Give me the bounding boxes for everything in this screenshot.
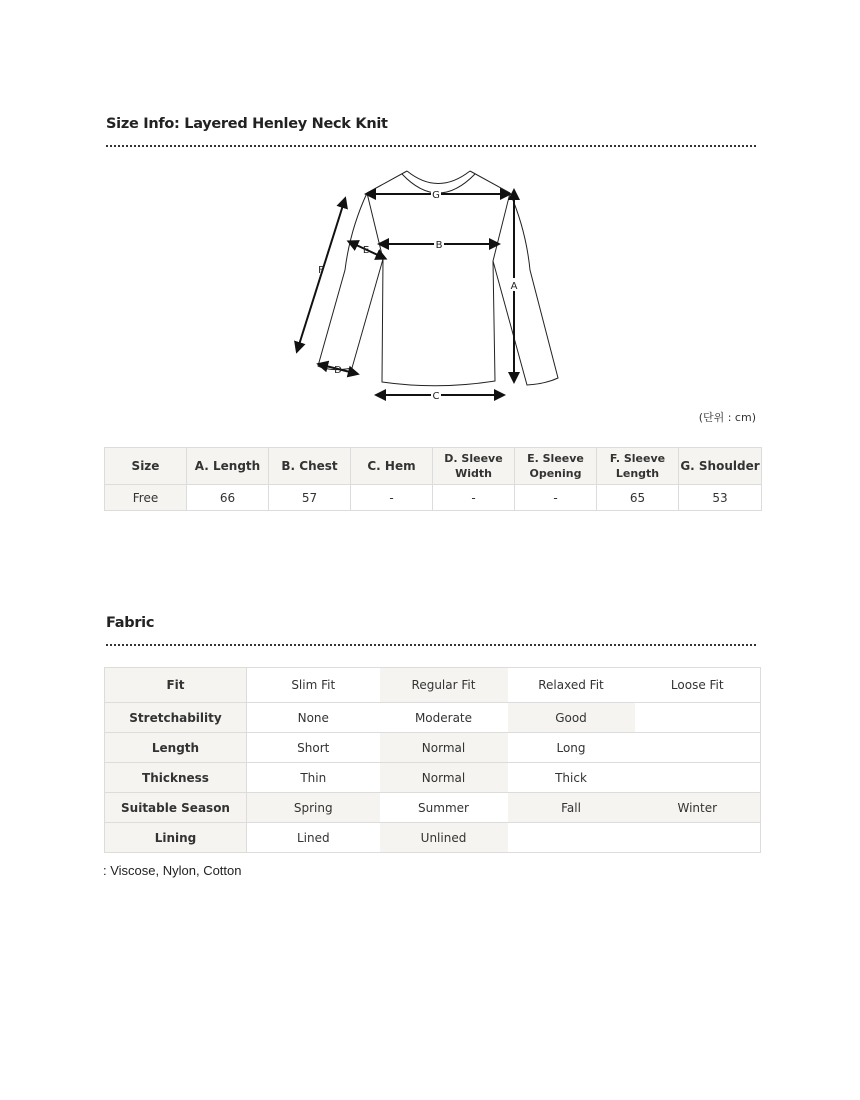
size-table-header bbox=[105, 448, 762, 485]
cell-sleeve-opening: - bbox=[515, 485, 597, 511]
label-e: E bbox=[362, 245, 370, 256]
header-size: Size bbox=[105, 448, 187, 485]
option-empty bbox=[635, 703, 761, 733]
option-summer: Summer bbox=[380, 793, 508, 823]
option-winter: Winter bbox=[635, 793, 761, 823]
option-relaxed-fit: Relaxed Fit bbox=[508, 668, 635, 703]
option-empty bbox=[635, 733, 761, 763]
label-d: D bbox=[334, 365, 342, 376]
option-empty bbox=[508, 823, 635, 853]
size-table bbox=[104, 447, 762, 511]
fabric-label-lining: Lining bbox=[105, 823, 247, 853]
fabric-row-fit bbox=[105, 668, 761, 703]
fabric-label-stretchability: Stretchability bbox=[105, 703, 247, 733]
label-g: G bbox=[432, 190, 440, 201]
cell-chest: 57 bbox=[269, 485, 351, 511]
fabric-label-thickness: Thickness bbox=[105, 763, 247, 793]
cell-length: 66 bbox=[187, 485, 269, 511]
cell-size: Free bbox=[105, 485, 187, 511]
size-info-divider bbox=[106, 145, 756, 147]
header-length: A. Length bbox=[187, 448, 269, 485]
materials-text: : Viscose, Nylon, Cotton bbox=[103, 863, 242, 878]
option-spring: Spring bbox=[247, 793, 380, 823]
label-a: A bbox=[510, 281, 518, 292]
option-empty bbox=[635, 763, 761, 793]
header-sleeve-length: F. Sleeve Length bbox=[597, 448, 679, 485]
cell-shoulder: 53 bbox=[679, 485, 762, 511]
option-short: Short bbox=[247, 733, 380, 763]
size-info-title: Size Info: Layered Henley Neck Knit bbox=[106, 116, 388, 132]
fabric-row-thickness bbox=[105, 763, 761, 793]
garment-diagram bbox=[290, 160, 570, 410]
option-good: Good bbox=[508, 703, 635, 733]
label-b: B bbox=[435, 240, 443, 251]
header-shoulder: G. Shoulder bbox=[679, 448, 762, 485]
label-f: F bbox=[318, 265, 324, 276]
option-thin: Thin bbox=[247, 763, 380, 793]
cell-hem: - bbox=[351, 485, 433, 511]
fabric-label-length: Length bbox=[105, 733, 247, 763]
option-moderate: Moderate bbox=[380, 703, 508, 733]
header-chest: B. Chest bbox=[269, 448, 351, 485]
fabric-table bbox=[104, 667, 761, 853]
fabric-divider bbox=[106, 644, 756, 646]
option-normal-length: Normal bbox=[380, 733, 508, 763]
option-empty bbox=[635, 823, 761, 853]
option-slim-fit: Slim Fit bbox=[247, 668, 380, 703]
option-unlined: Unlined bbox=[380, 823, 508, 853]
option-regular-fit: Regular Fit bbox=[380, 668, 508, 703]
option-long: Long bbox=[508, 733, 635, 763]
unit-note: (단위 : cm) bbox=[698, 411, 756, 424]
option-fall: Fall bbox=[508, 793, 635, 823]
option-normal-thickness: Normal bbox=[380, 763, 508, 793]
table-row bbox=[105, 485, 762, 511]
fabric-row-season bbox=[105, 793, 761, 823]
option-thick: Thick bbox=[508, 763, 635, 793]
fabric-row-length bbox=[105, 733, 761, 763]
cell-sleeve-width: - bbox=[433, 485, 515, 511]
fabric-title: Fabric bbox=[106, 615, 155, 631]
fabric-label-fit: Fit bbox=[105, 668, 247, 703]
fabric-row-stretchability bbox=[105, 703, 761, 733]
option-none: None bbox=[247, 703, 380, 733]
label-c: C bbox=[432, 391, 440, 402]
header-sleeve-opening: E. Sleeve Opening bbox=[515, 448, 597, 485]
option-loose-fit: Loose Fit bbox=[635, 668, 761, 703]
option-lined: Lined bbox=[247, 823, 380, 853]
cell-sleeve-length: 65 bbox=[597, 485, 679, 511]
header-sleeve-width: D. Sleeve Width bbox=[433, 448, 515, 485]
fabric-label-season: Suitable Season bbox=[105, 793, 247, 823]
fabric-row-lining bbox=[105, 823, 761, 853]
header-hem: C. Hem bbox=[351, 448, 433, 485]
